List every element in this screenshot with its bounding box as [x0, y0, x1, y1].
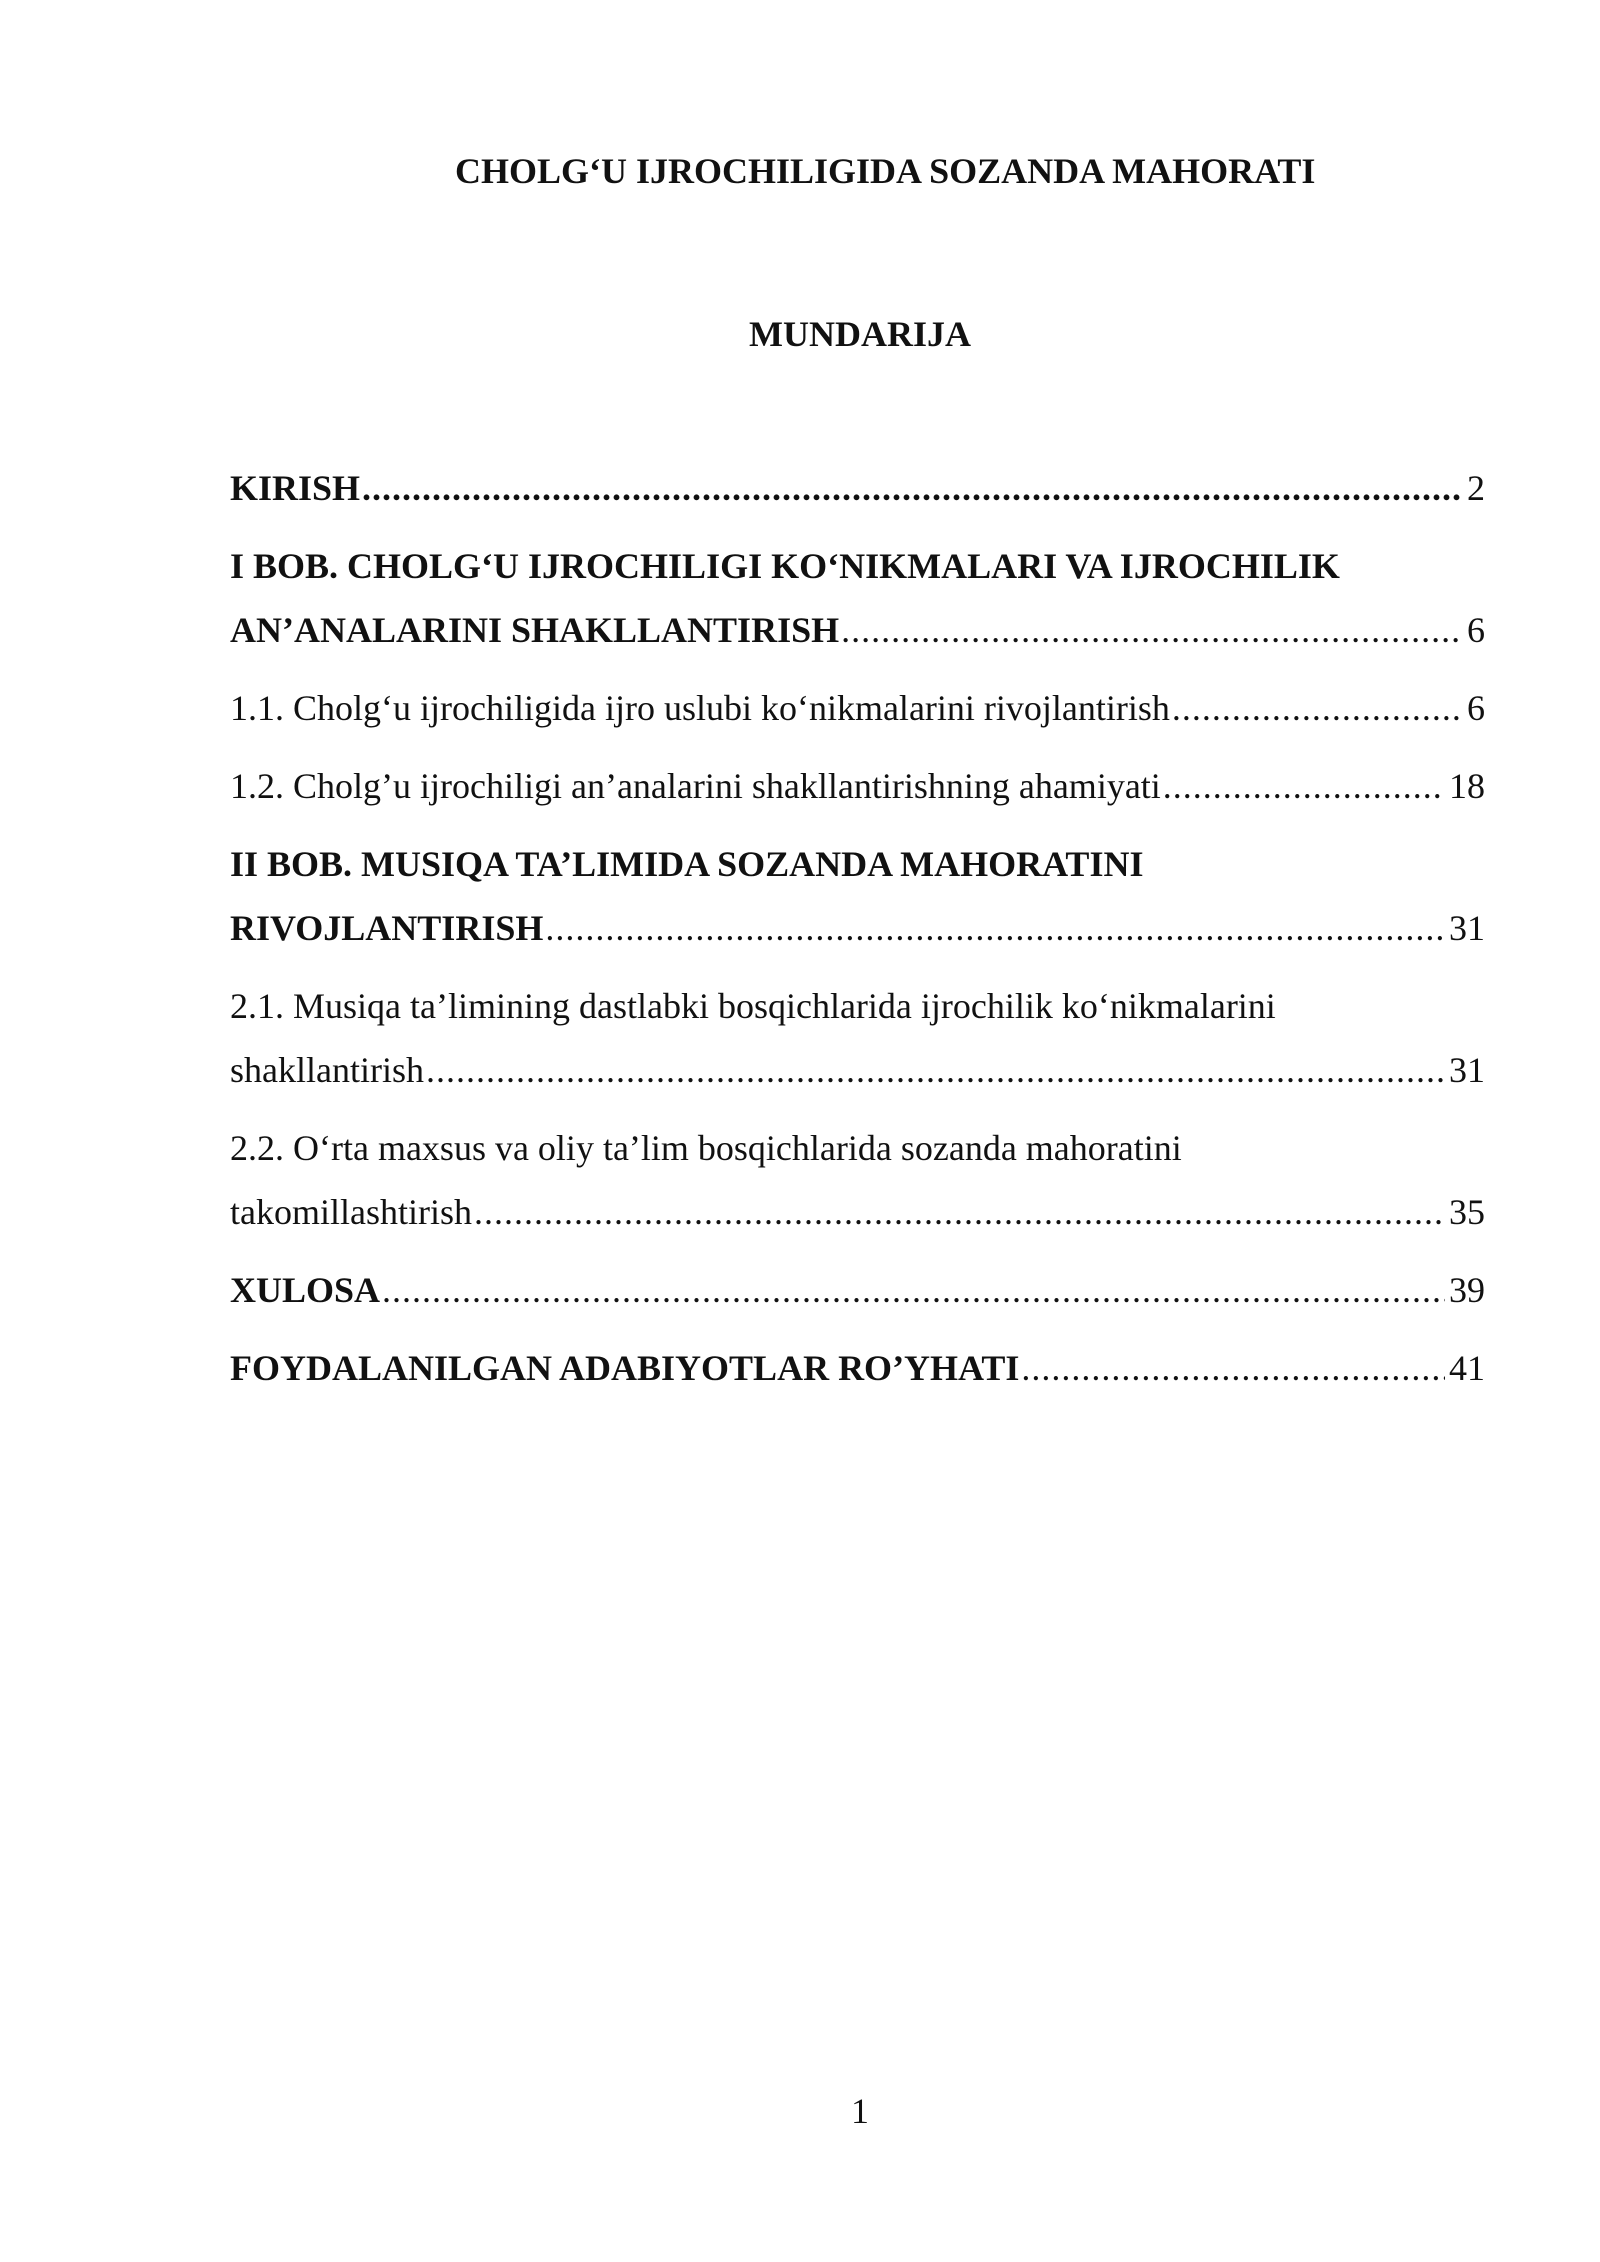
- dot-leader: [1163, 750, 1445, 822]
- toc-entry-label: 2.1. Musiqa ta’limining dastlabki bosqichlarida ijrochilik ko‘nikmalarini: [230, 986, 1276, 1026]
- dot-leader: [382, 1254, 1445, 1326]
- toc-heading: MUNDARIJA: [749, 314, 971, 354]
- toc-entry-label: FOYDALANILGAN ADABIYOTLAR RO’YHATI: [230, 1348, 1020, 1388]
- toc-entry-label: RIVOJLANTIRISH: [230, 908, 544, 948]
- toc-page-number: 41: [1449, 1348, 1485, 1388]
- toc-entry-adabiyotlar: [230, 1332, 1485, 1404]
- table-of-contents: [230, 452, 1485, 1404]
- toc-entry-label: 1.1. Cholg‘u ijrochiligida ijro uslubi ko‘nikmalarini rivojlantirish: [230, 688, 1170, 728]
- toc-page-number: 2: [1467, 468, 1485, 508]
- toc-page-number: 39: [1449, 1270, 1485, 1310]
- dot-leader: [426, 1034, 1445, 1106]
- page-number: 1: [851, 2091, 869, 2131]
- dot-leader: [362, 452, 1463, 524]
- toc-entry-1-2: [230, 750, 1485, 822]
- toc-entry-2-2-line1: [230, 1112, 1485, 1184]
- toc-entry-xulosa: [230, 1254, 1485, 1326]
- toc-entry-label: II BOB. MUSIQA TA’LIMIDA SOZANDA MAHORATINI: [230, 844, 1144, 884]
- toc-entry-label: 1.2. Cholg’u ijrochiligi an’analarini shakllantirishning ahamiyati: [230, 766, 1161, 806]
- toc-page-number: 6: [1467, 610, 1485, 650]
- dot-leader: [1021, 1332, 1445, 1404]
- toc-page-number: 31: [1449, 1050, 1485, 1090]
- toc-entry-kirish: [230, 452, 1485, 524]
- toc-entry-label: KIRISH: [230, 468, 361, 508]
- toc-page-number: 35: [1449, 1192, 1485, 1232]
- toc-entry-label: I BOB. CHOLG‘U IJROCHILIGI KO‘NIKMALARI VA IJROCHILIK: [230, 546, 1340, 586]
- dot-leader: [474, 1176, 1445, 1248]
- toc-page-number: 18: [1449, 766, 1485, 806]
- toc-entry-2-1-line1: [230, 970, 1485, 1042]
- toc-page-number: 31: [1449, 908, 1485, 948]
- toc-entry-label: 2.2. O‘rta maxsus va oliy ta’lim bosqichlarida sozanda mahoratini: [230, 1128, 1182, 1168]
- toc-entry-label: XULOSA: [230, 1270, 381, 1310]
- toc-entry-label: AN’ANALARINI SHAKLLANTIRISH: [230, 610, 840, 650]
- toc-entry-bob1-line1: [230, 530, 1485, 602]
- toc-page-number: 6: [1467, 688, 1485, 728]
- toc-entry-bob2-line1: [230, 828, 1485, 900]
- toc-entry-2-2-line2: [230, 1176, 1485, 1248]
- dot-leader: [545, 892, 1445, 964]
- toc-entry-label: shakllantirish: [230, 1050, 424, 1090]
- toc-entry-label: takomillashtirish: [230, 1192, 472, 1232]
- dot-leader: [1172, 672, 1463, 744]
- document-title: CHOLG‘U IJROCHILIGIDA SOZANDA MAHORATI: [455, 151, 1316, 191]
- toc-entry-1-1: [230, 672, 1485, 744]
- dot-leader: [841, 594, 1463, 666]
- toc-entry-bob1-line2: [230, 594, 1485, 666]
- toc-entry-2-1-line2: [230, 1034, 1485, 1106]
- toc-entry-bob2-line2: [230, 892, 1485, 964]
